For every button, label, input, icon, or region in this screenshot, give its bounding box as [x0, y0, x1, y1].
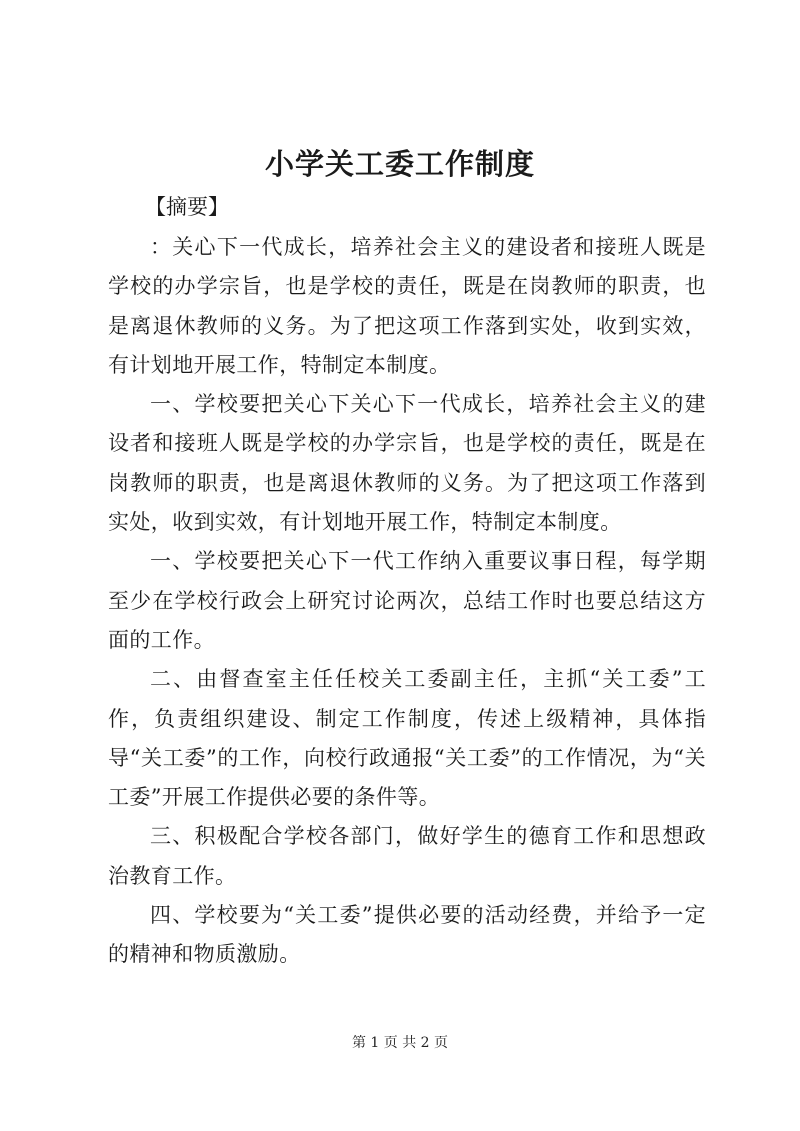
abstract-label: 【摘要】 — [145, 195, 229, 219]
paragraph-item: 一、学校要把关心下一代工作纳入重要议事日程，每学期至少在学校行政会上研究讨论两次，总结工作时也要总结这方面的工作。 — [108, 549, 706, 652]
paragraph-item: 三、积极配合学校各部门，做好学生的德育工作和思想政治教育工作。 — [108, 824, 706, 888]
paragraph-item: 四、学校要为“关工委”提供必要的活动经费，并给予一定的精神和物质激励。 — [108, 903, 706, 967]
paragraph-item: 二、由督查室主任任校关工委副主任，主抓“关工委”工作，负责组织建设、制定工作制度，传述上级精神，具体指导“关工委”的工作，向校行政通报“关工委”的工作情况，为“关工委”开展工作提供必要的条件等。 — [108, 667, 706, 810]
document-body — [108, 228, 706, 975]
paragraph-intro: ：关心下一代成长，培养社会主义的建设者和接班人既是学校的办学宗旨，也是学校的责任，既是在岗教师的职责，也是离退休教师的义务。为了把这项工作落到实处，收到实效，有计划地开展工作，特制定本制度。 — [108, 235, 706, 377]
page-title: 小学关工委工作制度 — [264, 147, 535, 181]
page-footer: 第 1 页 共 2 页 — [351, 1035, 449, 1051]
paragraph-item: 一、学校要把关心下关心下一代成长，培养社会主义的建设者和接班人既是学校的办学宗旨，也是学校的责任，既是在岗教师的职责，也是离退休教师的义务。为了把这项工作落到实处，收到实效，有计划地开展工作，特制定本制度。 — [108, 392, 706, 535]
